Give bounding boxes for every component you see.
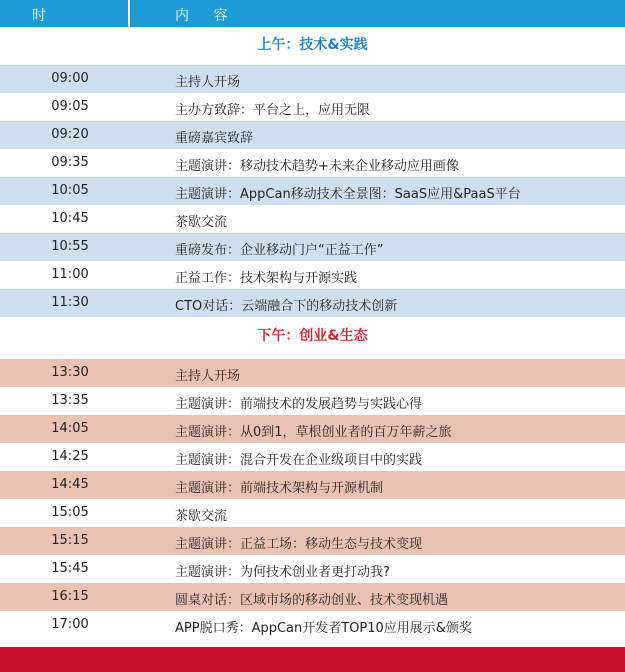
- table-row: [0, 555, 625, 583]
- footer-bar: [0, 647, 625, 672]
- row-time: 11:00: [51, 267, 89, 282]
- row-content: 主持人开场: [175, 369, 241, 384]
- row-content: 主题演讲：为何技术创业者更打动我?: [175, 565, 390, 580]
- row-time: 10:55: [51, 239, 89, 254]
- table-row: [0, 583, 625, 611]
- row-content: 主题演讲：前端技术的发展趋势与实践心得: [175, 397, 423, 412]
- row-content: 主办方致辞：平台之上，应用无限: [175, 103, 371, 118]
- afternoon-schedule: [0, 359, 625, 639]
- row-content: 正益工作：技术架构与开源实践: [175, 271, 358, 286]
- row-time: 13:35: [51, 393, 89, 408]
- table-row: [0, 499, 625, 527]
- row-content: 主题演讲：混合开发在企业级项目中的实践: [175, 453, 423, 468]
- row-time: 16:15: [51, 589, 89, 604]
- row-time: 11:30: [51, 295, 89, 310]
- table-row: [0, 443, 625, 471]
- table-row: [0, 359, 625, 387]
- table-row: [0, 289, 625, 317]
- row-content: 主持人开场: [175, 75, 241, 90]
- afternoon-section-title: 下午：创业&生态: [257, 328, 368, 344]
- table-row: [0, 205, 625, 233]
- row-time: 14:05: [51, 421, 89, 436]
- header-time-label: 时 间: [32, 8, 58, 44]
- row-content: 主题演讲：移动技术趋势+未来企业移动应用画像: [175, 159, 459, 174]
- row-time: 09:35: [51, 155, 89, 170]
- header-divider: [128, 0, 130, 27]
- row-time: 15:45: [51, 561, 89, 576]
- table-row: [0, 471, 625, 499]
- table-row: [0, 149, 625, 177]
- row-content: 圆桌对话：区域市场的移动创业、技术变现机遇: [175, 593, 449, 608]
- table-row: [0, 387, 625, 415]
- table-row: [0, 233, 625, 261]
- row-time: 10:45: [51, 211, 89, 226]
- row-time: 13:30: [51, 365, 89, 380]
- row-time: 10:05: [51, 183, 89, 198]
- table-row: [0, 93, 625, 121]
- row-time: 14:25: [51, 449, 89, 464]
- row-content: 主题演讲：从0到1，草根创业者的百万年薪之旅: [175, 425, 452, 440]
- table-row: [0, 121, 625, 149]
- row-time: 09:05: [51, 99, 89, 114]
- morning-section-title: 上午：技术&实践: [257, 37, 368, 53]
- morning-schedule: [0, 65, 625, 317]
- table-row: [0, 611, 625, 639]
- table-row: [0, 261, 625, 289]
- row-content: 茶歇交流: [175, 215, 228, 230]
- row-time: 09:00: [51, 71, 89, 86]
- row-time: 15:15: [51, 533, 89, 548]
- table-row: [0, 65, 625, 93]
- row-content: 茶歇交流: [175, 509, 228, 524]
- row-content: APP脱口秀：AppCan开发者TOP10应用展示&颁奖: [175, 621, 472, 636]
- table-row: [0, 415, 625, 443]
- row-time: 15:05: [51, 505, 89, 520]
- row-time: 14:45: [51, 477, 89, 492]
- row-content: 主题演讲：正益工场：移动生态与技术变现: [175, 537, 423, 552]
- header-content-label: 内 容: [175, 8, 238, 24]
- row-content: 重磅发布：企业移动门户“正益工作”: [175, 243, 384, 258]
- row-content: 主题演讲：前端技术架构与开源机制: [175, 481, 384, 496]
- row-time: 09:20: [51, 127, 89, 142]
- table-row: [0, 177, 625, 205]
- row-time: 17:00: [51, 617, 89, 632]
- row-content: 主题演讲：AppCan移动技术全景图：SaaS应用&PaaS平台: [175, 187, 521, 202]
- table-row: [0, 527, 625, 555]
- row-content: 重磅嘉宾致辞: [175, 131, 254, 146]
- schedule-header: [0, 0, 625, 44]
- row-content: CTO对话：云端融合下的移动技术创新: [175, 299, 398, 314]
